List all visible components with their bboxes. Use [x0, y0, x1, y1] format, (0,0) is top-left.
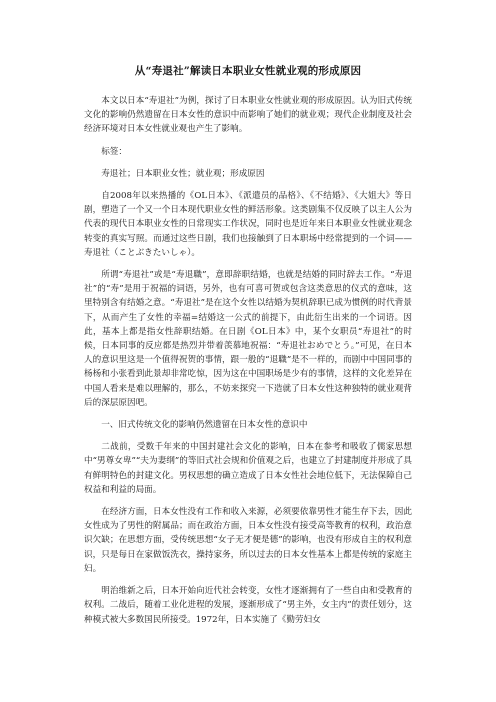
- body-paragraph: 在经济方面，日本女性没有工作和收入来源，必须要依靠男性才能生存下去，因此女性成为了男性的附属品；而在政治方面，日本女性没有接受高等教育的权利，政治意识欠缺；在思想方面，受传统思想“女子无才便是德”的影响，也没有形成自主的权利意识，只是每日在家做饭洗衣，操持家务，所以过去的日本女性基本上都是传统的家庭主妇。: [84, 507, 412, 574]
- document-title: 从“寿退社”解读日本职业女性就业观的形成原因: [134, 65, 362, 77]
- section-heading: 一、旧式传统文化的影响仍然遗留在日本女性的意识中: [101, 420, 308, 431]
- body-paragraph: 自2008年以来热播的《OL日本》、《派遣员的品格》、《不结婚》、《大姐大》等日剧，塑造了一个又一个日本现代职业女性的鲜活形象。这类剧集不仅反映了以主人公为代表的现代日本职业女性的日常现实工作状况，同时也是近年来日本职业女性就业观念转变的真实写照。而通过这些日剧，我们也接触到了日本职场中经常提到的一个词——寿退社（ことぶきたいしゃ）。: [84, 191, 412, 258]
- keywords-label: 标签：: [101, 146, 127, 157]
- keywords-text: 寿退社；日本职业女性；就业观；形成原因: [101, 168, 265, 179]
- abstract-paragraph: 本文以日本“寿退社”为例，探讨了日本职业女性就业观的形成原因。认为旧式传统文化的影响仍然遗留在日本女性的意识中而影响了她们的就业观；现代企业制度及社会经济环境对日本女性就业观也产生了影响。: [84, 96, 412, 135]
- body-paragraph: 二战前，受数千年来的中国封建社会文化的影响，日本在参考和吸收了儒家思想中“男尊女卑”“夫为妻纲”的等旧式社会规和价值观之后，也建立了封建制度并形成了具有鲜明特色的封建文化。男权思想的确立造成了日本女性社会地位低下，无法保障自己权益和利益的局面。: [84, 442, 412, 495]
- body-paragraph: 所谓“寿退社”或是“寿退職”，意即辞职结婚，也就是结婚的同时辞去工作。“寿退社”的“寿”是用于祝福的词语，另外，也有可喜可贺或包含这类意思的仪式的意味，这里特别含有结婚之意。“寿退社”是在这个女性以结婚为契机辞职已成为惯例的时代背景下，从而产生了女性的幸福=结婚这一公式的前提下，由此衍生出来的一个词语。因此，基本上都是指女性辞职结婚。在日剧《OL日本》中，某个女职员“寿退社”的时候，日本同事的反应都是热烈并带着羡慕地祝福：“寿退社おめでとう。”可见，在日本人的意识里这是一个值得祝贺的事情，跟一般的“退職”是不一样的，而剧中中国同事的杨杨和小张看到此景却非常吃惊，因为这在中国职场是少有的事情，这样的文化差异在中国人看来是难以理解的，那么，不妨来探究一下造就了日本女性这种独特的就业观背后的深层原因吧。: [84, 270, 412, 408]
- body-paragraph: 明治维新之后，日本开始向近代社会转变，女性才逐渐拥有了一些自由和受教育的权利。二战后，随着工业化进程的发展，逐渐形成了“男主外，女主内”的责任划分，这种模式被大多数国民所接受。1972年，日本实施了《勤劳妇女: [84, 586, 412, 625]
